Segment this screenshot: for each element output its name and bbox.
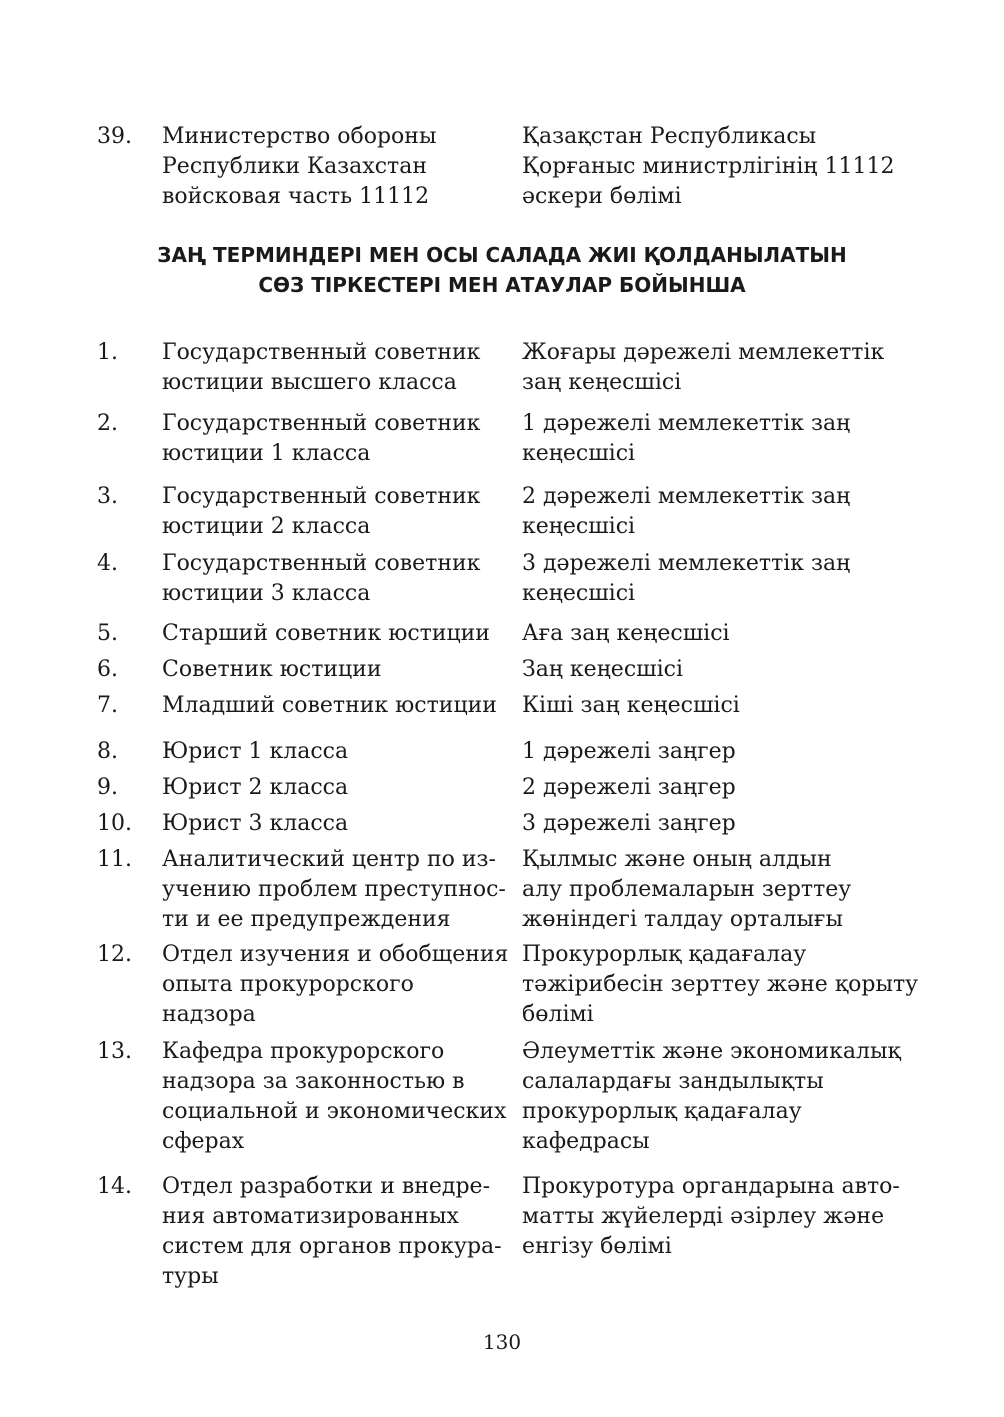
russian-term bbox=[162, 409, 507, 469]
russian-term bbox=[162, 122, 507, 212]
term-line: Қорғаныс министрлігінің 11112 bbox=[522, 154, 895, 179]
kazakh-term bbox=[522, 1037, 912, 1157]
term-line: Юрист 1 класса bbox=[162, 739, 349, 764]
kazakh-term bbox=[522, 338, 912, 398]
kazakh-term bbox=[522, 549, 912, 609]
russian-term bbox=[162, 482, 507, 542]
term-line: заң кеңесшісі bbox=[522, 370, 682, 395]
russian-term bbox=[162, 655, 507, 685]
kazakh-term bbox=[522, 845, 912, 935]
russian-term bbox=[162, 1037, 507, 1157]
term-line: Аналитический центр по из- bbox=[162, 847, 496, 872]
kazakh-term bbox=[522, 737, 912, 767]
term-line: Государственный советник bbox=[162, 551, 481, 576]
term-line: Республики Казахстан bbox=[162, 154, 427, 179]
term-line: войсковая часть 11112 bbox=[162, 184, 430, 209]
kazakh-term bbox=[522, 1172, 912, 1262]
entry-number: 2. bbox=[97, 411, 118, 436]
entry-number: 1. bbox=[97, 340, 118, 365]
term-line: Старший советник юстиции bbox=[162, 621, 490, 646]
term-line: жөніндегі талдау орталығы bbox=[522, 907, 843, 932]
russian-term bbox=[162, 691, 507, 721]
term-line: 1 дәрежелі мемлекеттік заң bbox=[522, 411, 851, 436]
entry-number: 4. bbox=[97, 551, 118, 576]
russian-term bbox=[162, 845, 507, 935]
entry-number: 10. bbox=[97, 811, 132, 836]
term-line: социальной и экономических bbox=[162, 1099, 507, 1124]
entry-number: 6. bbox=[97, 657, 118, 682]
kazakh-term bbox=[522, 122, 912, 212]
kazakh-term bbox=[522, 409, 912, 469]
term-line: прокурорлық қадағалау bbox=[522, 1099, 802, 1124]
term-line: Государственный советник bbox=[162, 484, 481, 509]
entry-number: 11. bbox=[97, 847, 132, 872]
term-line: Қылмыс және оның алдын bbox=[522, 847, 832, 872]
kazakh-term bbox=[522, 655, 912, 685]
term-line: 1 дәрежелі заңгер bbox=[522, 739, 736, 764]
kazakh-term bbox=[522, 619, 912, 649]
term-line: 3 дәрежелі мемлекеттік заң bbox=[522, 551, 851, 576]
section-heading-line: ЗАҢ ТЕРМИНДЕРІ МЕН ОСЫ САЛАДА ЖИІ ҚОЛДАНЫЛАТЫН bbox=[157, 243, 847, 267]
term-line: Младший советник юстиции bbox=[162, 693, 497, 718]
term-line: енгізу бөлімі bbox=[522, 1234, 672, 1259]
section-heading-line: СӨЗ ТІРКЕСТЕРІ МЕН АТАУЛАР БОЙЫНША bbox=[258, 273, 746, 297]
term-line: кеңесшісі bbox=[522, 441, 636, 466]
term-line: Прокуротура органдарына авто- bbox=[522, 1174, 900, 1199]
russian-term bbox=[162, 940, 507, 1030]
kazakh-term bbox=[522, 940, 919, 1030]
term-line: юстиции 3 класса bbox=[162, 581, 371, 606]
term-line: Кіші заң кеңесшісі bbox=[522, 693, 740, 718]
russian-term bbox=[162, 737, 507, 767]
term-line: сферах bbox=[162, 1129, 245, 1154]
kazakh-term bbox=[522, 482, 912, 542]
term-line: Государственный советник bbox=[162, 411, 481, 436]
russian-term bbox=[162, 549, 507, 609]
term-line: юстиции высшего класса bbox=[162, 370, 457, 395]
term-line: ния автоматизированных bbox=[162, 1204, 459, 1229]
russian-term bbox=[162, 338, 507, 398]
entry-number: 39. bbox=[97, 124, 132, 149]
term-line: Юрист 2 класса bbox=[162, 775, 349, 800]
term-line: Юрист 3 класса bbox=[162, 811, 349, 836]
term-line: әскери бөлімі bbox=[522, 184, 682, 209]
russian-term bbox=[162, 619, 507, 649]
term-line: Отдел разработки и внедре- bbox=[162, 1174, 491, 1199]
term-line: ти и ее предупреждения bbox=[162, 907, 451, 932]
kazakh-term bbox=[522, 773, 912, 803]
term-line: тәжірибесін зерттеу және қорыту bbox=[522, 972, 919, 997]
term-line: Жоғары дәрежелі мемлекеттік bbox=[522, 340, 885, 365]
term-line: кеңесшісі bbox=[522, 581, 636, 606]
term-line: Государственный советник bbox=[162, 340, 481, 365]
term-line: Қазақстан Республикасы bbox=[522, 124, 817, 149]
entry-number: 7. bbox=[97, 693, 118, 718]
term-line: учению проблем преступнос- bbox=[162, 877, 506, 902]
term-line: кеңесшісі bbox=[522, 514, 636, 539]
entry-number: 3. bbox=[97, 484, 118, 509]
term-line: систем для органов прокура- bbox=[162, 1234, 502, 1259]
term-line: Министерство обороны bbox=[162, 124, 437, 149]
term-line: Заң кеңесшісі bbox=[522, 657, 683, 682]
term-line: матты жүйелерді әзірлеу және bbox=[522, 1204, 885, 1229]
kazakh-term bbox=[522, 691, 912, 721]
term-line: бөлімі bbox=[522, 1002, 594, 1027]
entry-number: 9. bbox=[97, 775, 118, 800]
term-line: Аға заң кеңесшісі bbox=[522, 621, 730, 646]
term-line: кафедрасы bbox=[522, 1129, 650, 1154]
russian-term bbox=[162, 1172, 507, 1292]
entry-number: 8. bbox=[97, 739, 118, 764]
term-line: туры bbox=[162, 1264, 219, 1289]
russian-term bbox=[162, 773, 507, 803]
term-line: алу проблемаларын зерттеу bbox=[522, 877, 852, 902]
entry-number: 13. bbox=[97, 1039, 132, 1064]
term-line: юстиции 1 класса bbox=[162, 441, 371, 466]
entry-number: 5. bbox=[97, 621, 118, 646]
term-line: опыта прокурорского bbox=[162, 972, 414, 997]
term-line: надзора bbox=[162, 1002, 256, 1027]
section-heading bbox=[0, 240, 1004, 300]
term-line: Прокурорлық қадағалау bbox=[522, 942, 807, 967]
entry-number: 14. bbox=[97, 1174, 132, 1199]
term-line: юстиции 2 класса bbox=[162, 514, 371, 539]
page-number: 130 bbox=[482, 1330, 522, 1354]
term-line: 2 дәрежелі мемлекеттік заң bbox=[522, 484, 851, 509]
term-line: Кафедра прокурорского bbox=[162, 1039, 445, 1064]
term-line: Советник юстиции bbox=[162, 657, 382, 682]
term-line: салалардағы зандылықты bbox=[522, 1069, 824, 1094]
term-line: Отдел изучения и обобщения bbox=[162, 942, 509, 967]
kazakh-term bbox=[522, 809, 912, 839]
entry-number: 12. bbox=[97, 942, 132, 967]
term-line: Әлеуметтік және экономикалық bbox=[522, 1039, 901, 1064]
term-line: 3 дәрежелі заңгер bbox=[522, 811, 736, 836]
term-line: надзора за законностью в bbox=[162, 1069, 465, 1094]
russian-term bbox=[162, 809, 507, 839]
term-line: 2 дәрежелі заңгер bbox=[522, 775, 736, 800]
